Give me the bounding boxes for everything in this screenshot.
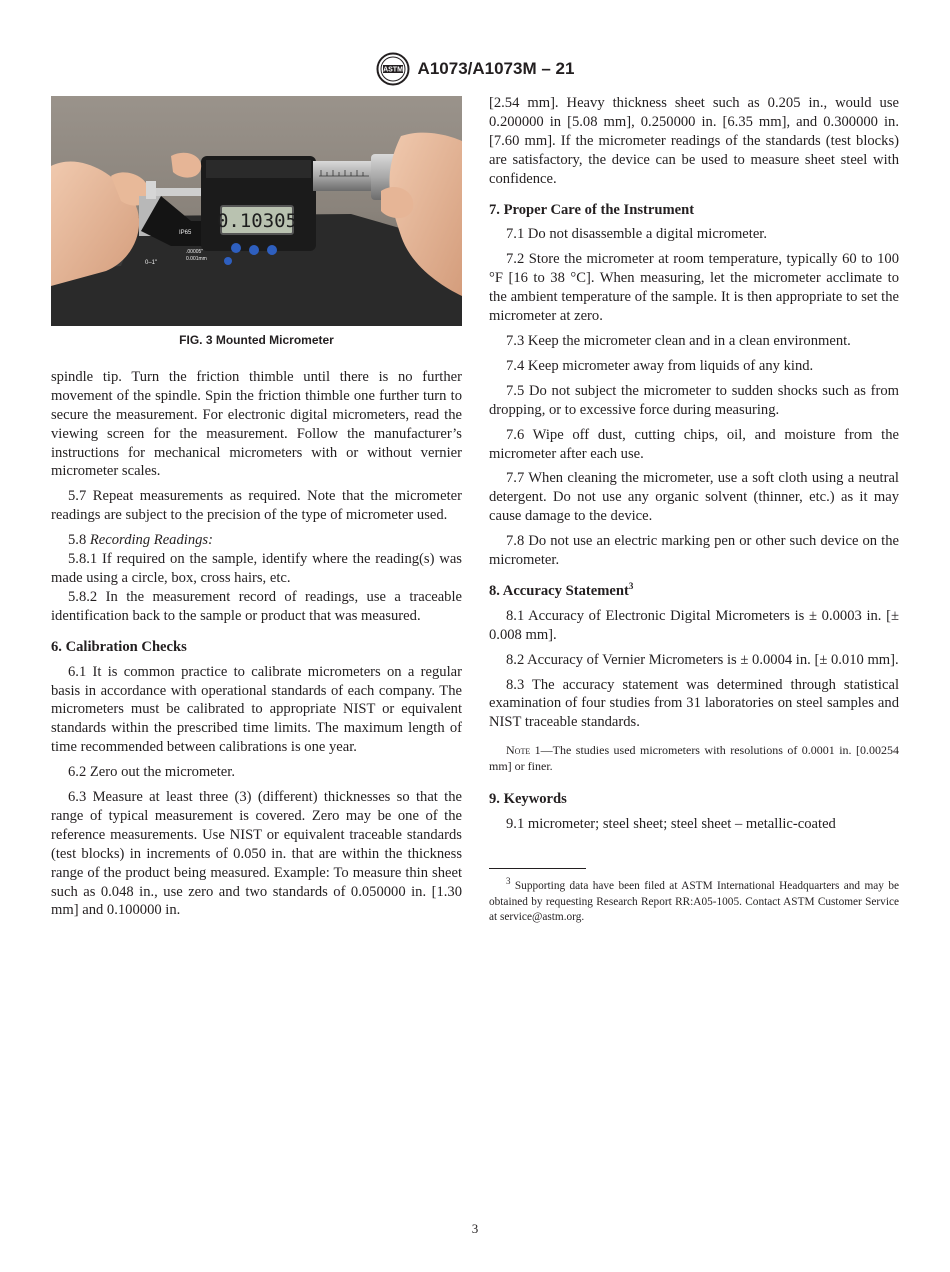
paragraph-7-2: 7.2 Store the micrometer at room temperature, typically 60 to 100 °F [16 to 38 °C]. When measuring, let the micrometer acclimate to the ambient temperature of the sample. It is then appropriate to set the micrometer at zero.	[489, 251, 899, 325]
section-8-title: 8. Accuracy Statement	[489, 582, 629, 599]
paragraph-7-5: 7.5 Do not subject the micrometer to sudden shocks such as from dropping, or to excessive force during measuring.	[489, 382, 899, 418]
lcd-reading: 0.10305	[216, 210, 298, 232]
paragraph-7-7: 7.7 When cleaning the micrometer, use a soft cloth using a neutral detergent. Do not use any organic solvent (thinner, etc.) as it may cause damage to the device.	[489, 470, 899, 525]
paragraph-5-8-number: 5.8	[68, 532, 90, 549]
paragraph-6-3: 6.3 Measure at least three (3) (different) thicknesses so that the range of typical measurement is covered. Zero may be one of the reference measurements. Use NIST or equivalent traceable standards (test blocks) in increments of 0.050 in. that are within the thickness range of the product being measured. Example: To measure thin sheet such as 0.048 in., use zero and two standards of 0.050000 in. [1.30 mm] and 0.100000 in.	[51, 789, 462, 919]
paragraph-9-1: 9.1 micrometer; steel sheet; steel sheet – metallic-coated	[506, 816, 836, 833]
section-9-heading: 9. Keywords	[489, 791, 567, 808]
left-column	[51, 96, 462, 926]
page-number: 3	[471, 1221, 479, 1236]
footnote-text: Supporting data have been filed at ASTM International Headquarters and may be obtained by requesting Research Report RR:A05-1005. Contact ASTM Customer Service at service@astm.org.	[489, 880, 899, 924]
page-header	[0, 52, 950, 86]
paragraph-7-1: 7.1 Do not disassemble a digital micrometer.	[506, 226, 768, 243]
figure-mounted-micrometer	[51, 96, 462, 326]
astm-logo-icon	[376, 52, 410, 86]
document-designation: A1073/A1073M – 21	[417, 59, 575, 78]
right-column	[489, 94, 899, 926]
resolution-label-mm: 0.001mm	[186, 256, 207, 262]
paragraph-8-2: 8.2 Accuracy of Vernier Micrometers is ± 0.0004 in. [± 0.010 mm].	[506, 651, 899, 668]
micrometer-photo	[51, 96, 462, 326]
paragraph-7-3: 7.3 Keep the micrometer clean and in a clean environment.	[506, 332, 851, 349]
paragraph-5-8	[51, 531, 462, 550]
footnote-reference: 3	[628, 581, 634, 592]
section-7-heading: 7. Proper Care of the Instrument	[489, 201, 695, 218]
footnote-divider	[489, 868, 586, 869]
note-label: Note 1	[506, 743, 541, 758]
section-8-heading	[489, 582, 899, 601]
paragraph-5-8-title: Recording Readings:	[89, 532, 213, 549]
paragraph-6-1: 6.1 It is common practice to calibrate micrometers on a regular basis in accordance with operational standards of each company. The micrometers must be calibrated to appropriate NIST or equivalent standards within the prescribed time limits. The maximum length of time recommended between calibrations is one year.	[51, 663, 462, 756]
paragraph-7-8: 7.8 Do not use an electric marking pen or other such device on the micrometer.	[489, 533, 899, 569]
footnote-mark: 3	[506, 876, 511, 887]
svg-text:ASTM: ASTM	[382, 66, 403, 74]
paragraph-5-8-2: 5.8.2 In the measurement record of readings, use a traceable identification back to the sample or product that was measured.	[51, 588, 462, 624]
paragraph-7-4: 7.4 Keep micrometer away from liquids of any kind.	[506, 357, 814, 374]
paragraph-8-3: 8.3 The accuracy statement was determined through statistical examination of four studies from 31 laboratories on steel samples and NIST traceable standards.	[489, 676, 899, 731]
note-text: —The studies used micrometers with resolutions of 0.0001 in. [0.00254 mm] or finer.	[489, 743, 899, 774]
paragraph-5-8-1: 5.8.1 If required on the sample, identify where the reading(s) was made using a circle, box, cross hairs, etc.	[51, 551, 462, 586]
ip-label: IP65	[179, 230, 192, 236]
paragraph-continuation-right: [2.54 mm]. Heavy thickness sheet such as 0.205 in., would use 0.200000 in [5.08 mm], 0.250000 in. [6.35 mm], and 0.300000 in. [7.60 mm]. If the micrometer readings of the standards (test blocks) are satisfactory, the device can be used to measure sheet steel with confidence.	[489, 95, 899, 187]
paragraph-continuation: spindle tip. Turn the friction thimble until there is no further movement of the spindle. Spin the friction thimble one further turn to secure the measurement. For electronic digital micrometers, read the viewing screen for the measurement. Follow the manufacturer’s instructions for mechanical micrometers with or without vernier micrometer scales.	[51, 368, 462, 480]
paragraph-8-1: 8.1 Accuracy of Electronic Digital Micrometers is ± 0.0003 in. [± 0.008 mm].	[489, 607, 899, 643]
paragraph-5-7: 5.7 Repeat measurements as required. Note that the micrometer readings are subject to the precision of the type of micrometer used.	[51, 488, 462, 524]
paragraph-7-6: 7.6 Wipe off dust, cutting chips, oil, and moisture from the micrometer after each use.	[489, 426, 899, 462]
section-6-heading: 6. Calibration Checks	[51, 638, 187, 655]
paragraph-6-2: 6.2 Zero out the micrometer.	[68, 764, 235, 781]
resolution-label-inch: .00005"	[186, 249, 204, 255]
figure-caption: FIG. 3 Mounted Micrometer	[179, 333, 334, 347]
note-1	[489, 742, 899, 774]
footnote-3	[489, 876, 899, 926]
range-label: 0–1"	[145, 260, 158, 266]
